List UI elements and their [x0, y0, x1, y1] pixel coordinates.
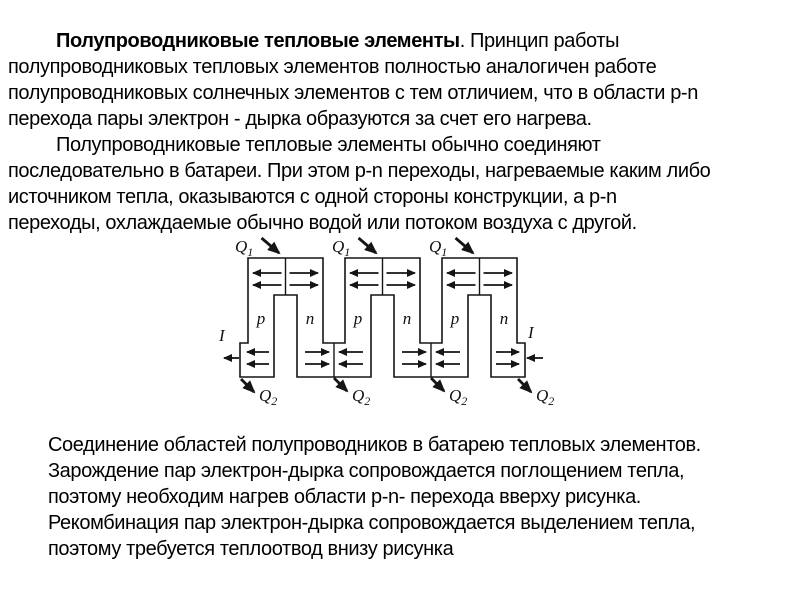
paragraph2-line: источником тепла, оказываются с одной стороны конструкции, а p-n	[8, 186, 617, 208]
paragraph1-line: перехода пары электрон - дырка образуются за счет его нагрева.	[8, 108, 592, 130]
paragraph1-line: полупроводниковых солнечных элементов с тем отличием, что в области p-n	[8, 82, 698, 104]
p-region-label: p	[450, 309, 460, 328]
n-region-label: n	[499, 309, 509, 328]
heat-out-label: $Q_2$	[449, 386, 468, 408]
paragraph1-line	[8, 28, 710, 54]
heat-out-label: $Q_2$	[352, 386, 371, 408]
heat-in-label: $Q_1$	[429, 237, 448, 259]
current-label: I	[219, 326, 225, 345]
paragraph2-line: Полупроводниковые тепловые элементы обычно соединяют	[56, 134, 601, 156]
paragraph2-line: последовательно в батареи. При этом p-n переходы, нагреваемые каким либо	[8, 160, 711, 182]
n-region-label: n	[402, 309, 412, 328]
bold-term: Полупроводниковые тепловые элементы	[56, 30, 460, 52]
n-region-label: n	[305, 309, 315, 328]
caption-line: Соединение областей полупроводников в батарею тепловых элементов.	[48, 434, 701, 456]
carrier-arrows-bottom	[305, 352, 460, 364]
intro-paragraphs	[8, 28, 710, 236]
current-label: I	[528, 323, 534, 342]
thermal-battery-diagram	[215, 230, 575, 410]
p-region-label: p	[353, 309, 363, 328]
heat-out-label: $Q_2$	[536, 386, 555, 408]
heat-in-label: $Q_1$	[235, 237, 254, 259]
caption-line: поэтому необходим нагрев области p-n- перехода вверху рисунка.	[48, 486, 641, 508]
heat-in-label: $Q_1$	[332, 237, 351, 259]
caption-line: Зарождение пар электрон-дырка сопровождается поглощением тепла,	[48, 460, 685, 482]
caption-line: Рекомбинация пар электрон-дырка сопровождается выделением тепла,	[48, 512, 696, 534]
paragraph2-line: переходы, охлаждаемые обычно водой или потоком воздуха с другой.	[8, 212, 637, 234]
heat-out-label: $Q_2$	[259, 386, 278, 408]
p-region-label: p	[256, 309, 266, 328]
paragraph1-line-rest: . Принцип работы	[459, 30, 620, 52]
paragraph1-line: полупроводниковых тепловых элементов полностью аналогичен работе	[8, 56, 657, 78]
current-arrows	[224, 352, 543, 364]
figure-caption	[48, 432, 701, 562]
heat-out-arrows	[241, 378, 531, 392]
caption-line: поэтому требуется теплоотвод внизу рисунка	[48, 538, 454, 560]
